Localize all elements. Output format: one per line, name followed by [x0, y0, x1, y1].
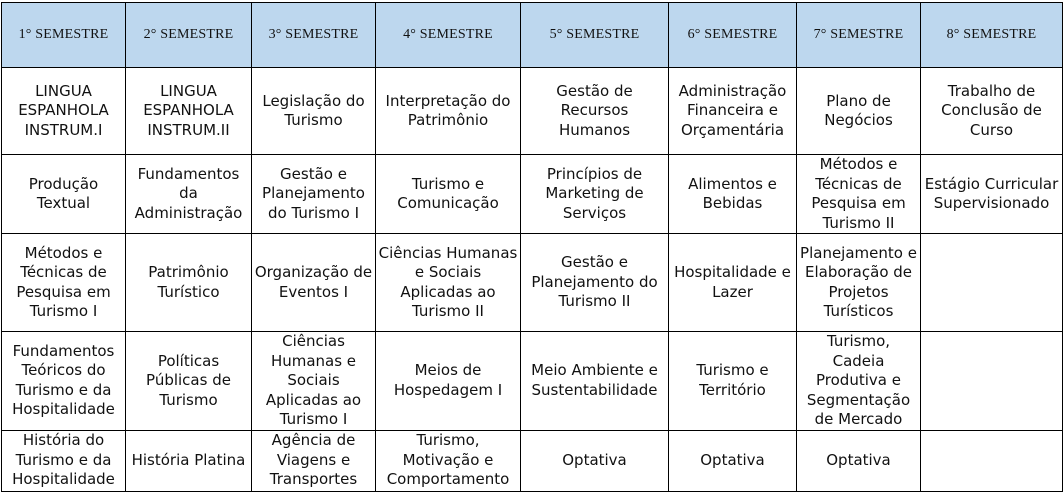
- course-cell: Turismo, Motivação e Comportamento: [376, 430, 521, 491]
- table-row: [2, 234, 1063, 332]
- course-cell: Fundamentos da Administração: [126, 155, 252, 234]
- course-cell: Fundamentos Teóricos do Turismo e da Hospitalidade: [2, 332, 126, 431]
- course-cell: Alimentos e Bebidas: [669, 155, 797, 234]
- header-semester-1: 1° SEMESTRE: [2, 3, 126, 68]
- course-cell: Administração Financeira e Orçamentária: [669, 68, 797, 155]
- header-semester-4: 4° SEMESTRE: [376, 3, 521, 68]
- course-cell: Políticas Públicas de Turismo: [126, 332, 252, 431]
- course-cell: Turismo e Comunicação: [376, 155, 521, 234]
- course-cell: Princípios de Marketing de Serviços: [521, 155, 669, 234]
- header-semester-6: 6° SEMESTRE: [669, 3, 797, 68]
- table-row: [2, 68, 1063, 155]
- course-cell: Optativa: [669, 430, 797, 491]
- course-cell: Hospitalidade e Lazer: [669, 234, 797, 332]
- course-cell: LINGUA ESPANHOLA INSTRUM.II: [126, 68, 252, 155]
- course-cell: Organização de Eventos I: [252, 234, 376, 332]
- course-cell: História do Turismo e da Hospitalidade: [2, 430, 126, 491]
- header-semester-3: 3° SEMESTRE: [252, 3, 376, 68]
- empty-cell: [921, 234, 1063, 332]
- course-cell: Métodos e Técnicas de Pesquisa em Turismo II: [797, 155, 921, 234]
- header-semester-8: 8° SEMESTRE: [921, 3, 1063, 68]
- course-cell: Legislação do Turismo: [252, 68, 376, 155]
- table-row: [2, 430, 1063, 491]
- empty-cell: [921, 430, 1063, 491]
- course-cell: Estágio Curricular Supervisionado: [921, 155, 1063, 234]
- table-row: [2, 332, 1063, 431]
- course-cell: Optativa: [797, 430, 921, 491]
- header-semester-7: 7° SEMESTRE: [797, 3, 921, 68]
- table-row: [2, 155, 1063, 234]
- empty-cell: [921, 332, 1063, 431]
- course-cell: Planejamento e Elaboração de Projetos Turísticos: [797, 234, 921, 332]
- course-cell: Métodos e Técnicas de Pesquisa em Turismo I: [2, 234, 126, 332]
- course-cell: LINGUA ESPANHOLA INSTRUM.I: [2, 68, 126, 155]
- course-cell: Patrimônio Turístico: [126, 234, 252, 332]
- course-cell: Plano de Negócios: [797, 68, 921, 155]
- header-semester-5: 5° SEMESTRE: [521, 3, 669, 68]
- course-cell: Gestão e Planejamento do Turismo II: [521, 234, 669, 332]
- course-cell: Turismo e Território: [669, 332, 797, 431]
- header-row: [2, 3, 1063, 68]
- course-cell: Gestão e Planejamento do Turismo I: [252, 155, 376, 234]
- course-cell: Turismo, Cadeia Produtiva e Segmentação de Mercado: [797, 332, 921, 431]
- course-cell: Produção Textual: [2, 155, 126, 234]
- course-cell: Interpretação do Patrimônio: [376, 68, 521, 155]
- course-cell: Trabalho de Conclusão de Curso: [921, 68, 1063, 155]
- course-cell: Optativa: [521, 430, 669, 491]
- header-semester-2: 2° SEMESTRE: [126, 3, 252, 68]
- course-cell: Meios de Hospedagem I: [376, 332, 521, 431]
- course-cell: Agência de Viagens e Transportes: [252, 430, 376, 491]
- course-cell: Ciências Humanas e Sociais Aplicadas ao Turismo II: [376, 234, 521, 332]
- course-cell: Meio Ambiente e Sustentabilidade: [521, 332, 669, 431]
- curriculum-table: [1, 2, 1063, 492]
- course-cell: História Platina: [126, 430, 252, 491]
- course-cell: Ciências Humanas e Sociais Aplicadas ao Turismo I: [252, 332, 376, 431]
- course-cell: Gestão de Recursos Humanos: [521, 68, 669, 155]
